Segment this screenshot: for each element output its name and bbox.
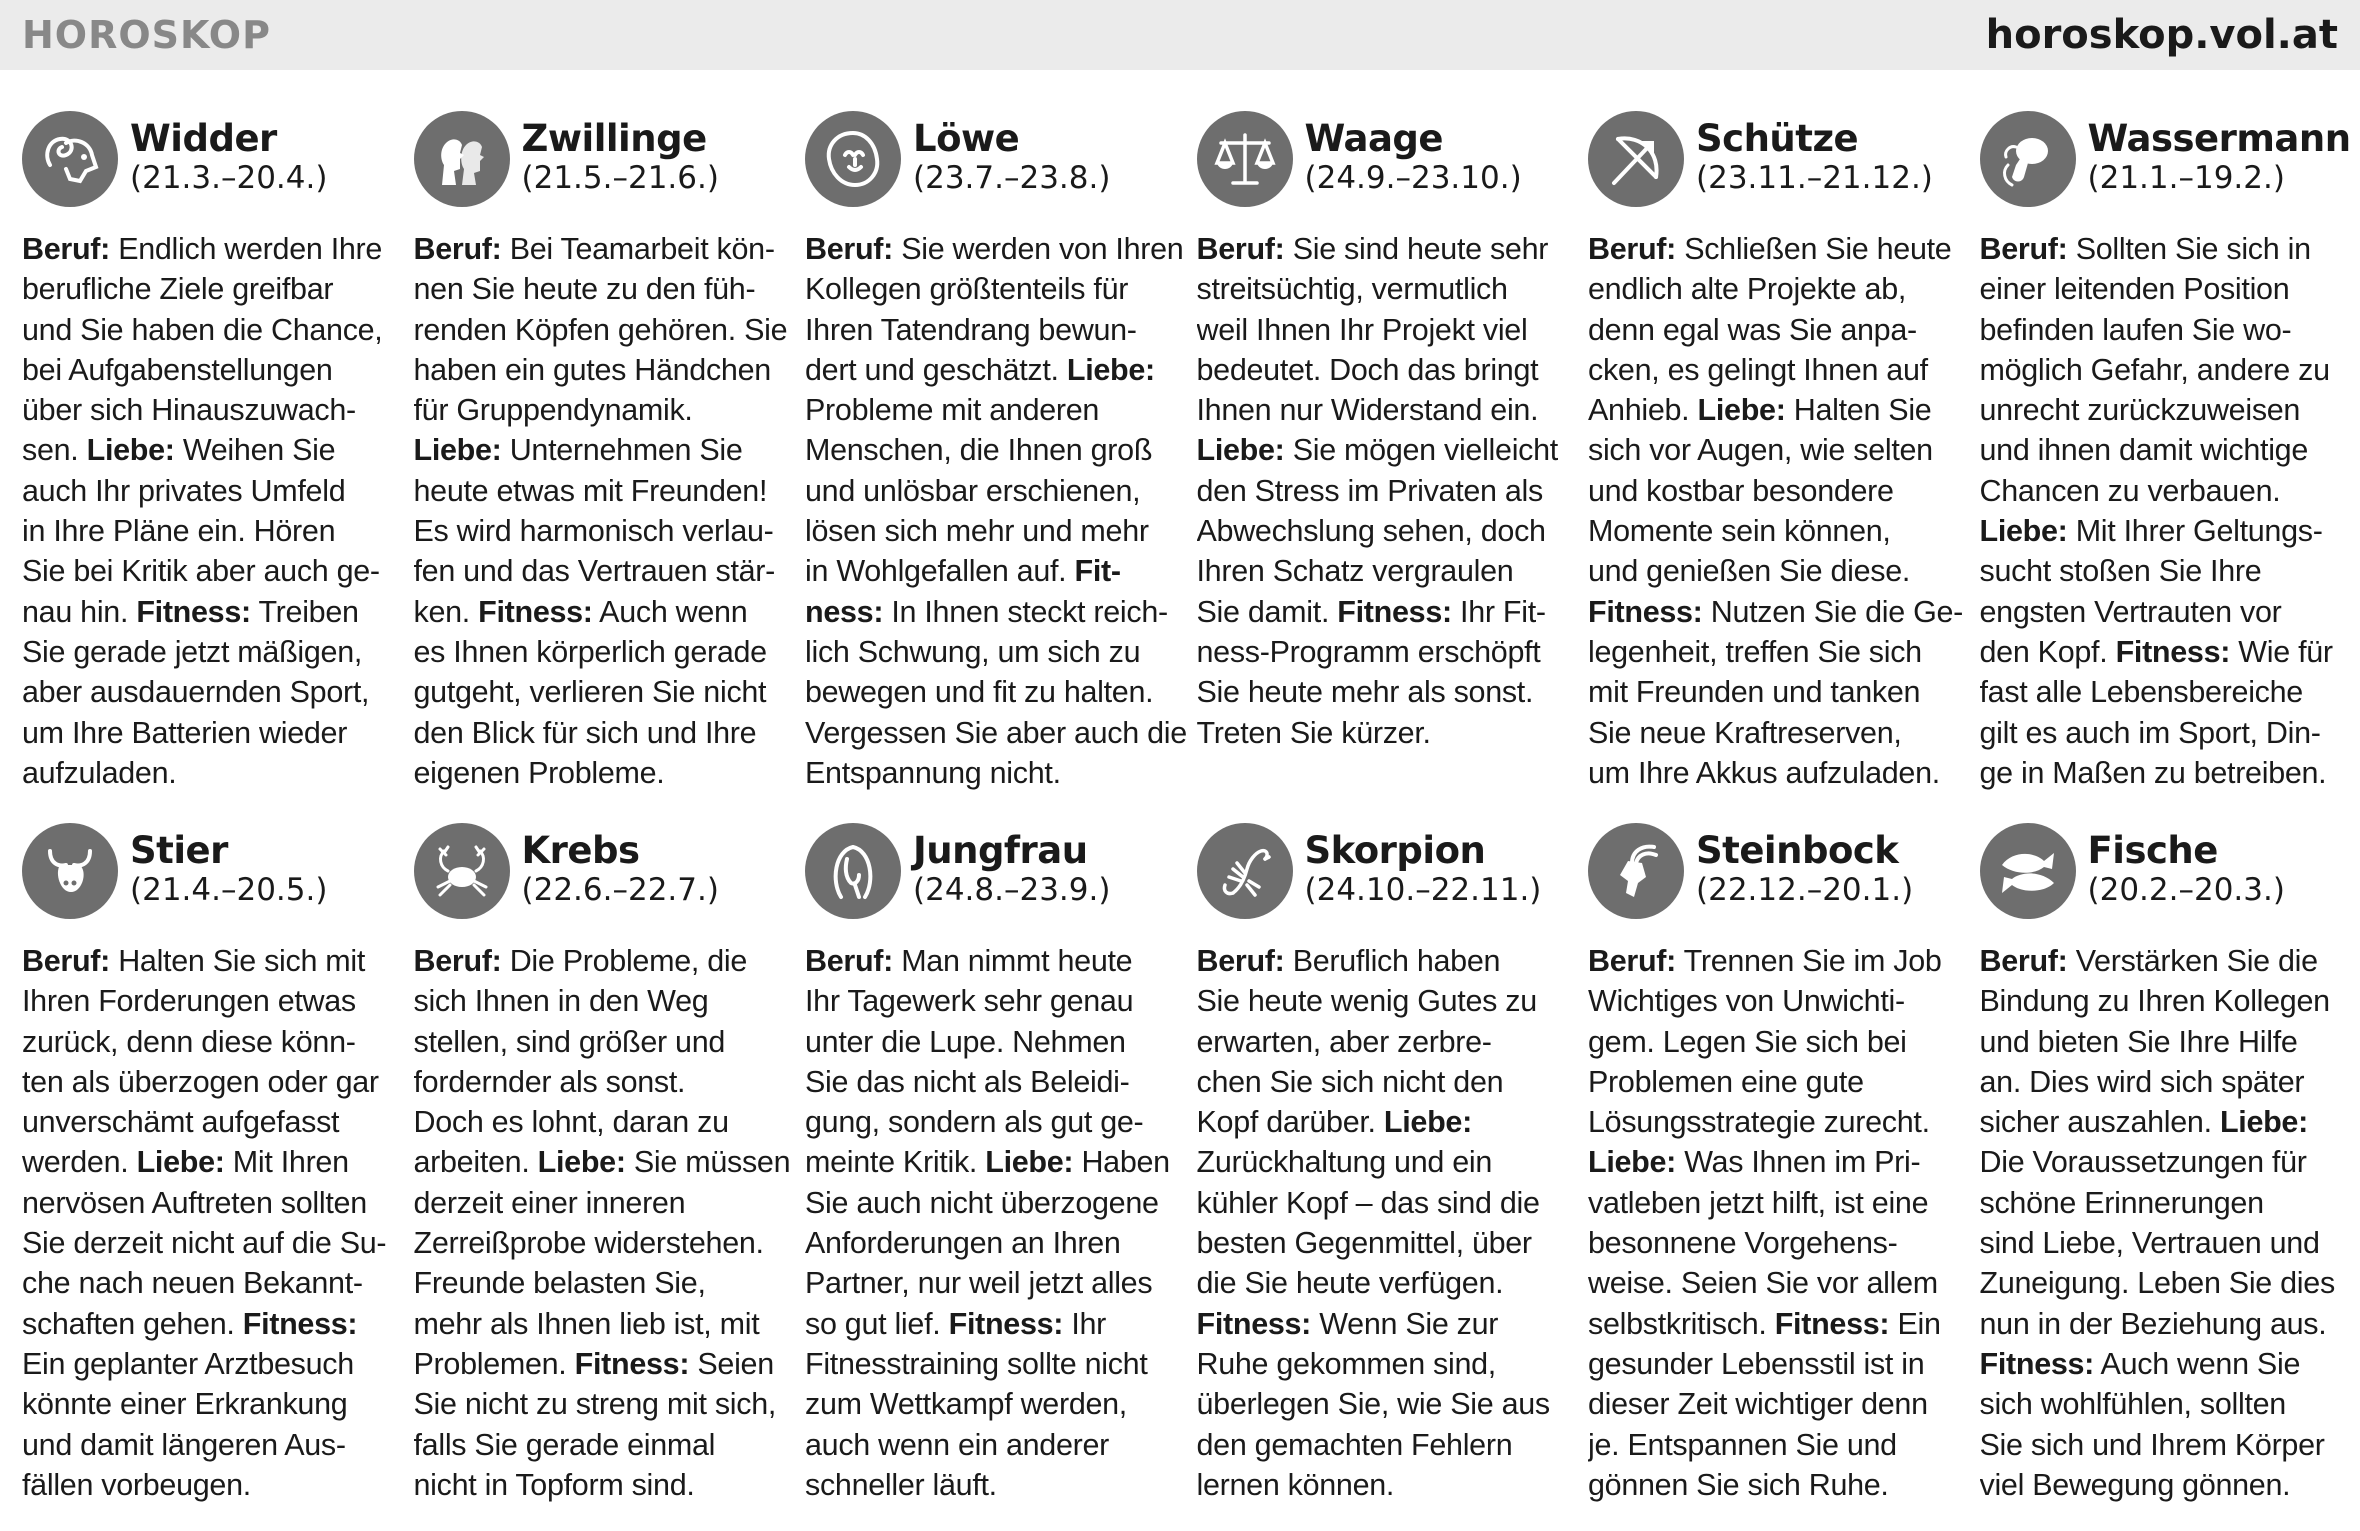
text-line: arbeiten. Liebe: Sie müssen <box>413 1145 791 1180</box>
sign-name: Fische <box>2087 829 2218 872</box>
water-bearer-icon <box>1980 111 2076 207</box>
text-line: über sich Hinauszuwach- <box>22 393 356 428</box>
text-line: Sie damit. Fitness: Ihr Fit- <box>1196 594 1546 629</box>
text-line: den gemachten Fehlern <box>1196 1427 1513 1462</box>
text-line: ten als überzogen oder gar <box>22 1064 379 1099</box>
category-label: Beruf: <box>1196 232 1285 266</box>
category-label: Fitness: <box>478 594 593 629</box>
text-line: Beruf: Die Probleme, die <box>413 944 748 978</box>
text-line: an. Dies wird sich später <box>1979 1064 2305 1099</box>
text-line: ness-Programm erschöpft <box>1196 634 1541 669</box>
text-line: möglich Gefahr, andere zu <box>1979 352 2330 387</box>
text-line: Liebe: Sie mögen vielleicht <box>1196 433 1558 468</box>
text-line: falls Sie gerade einmal <box>413 1427 716 1462</box>
sign-waage <box>1197 105 1589 817</box>
text-line: gesunder Lebensstil ist in <box>1588 1346 1925 1381</box>
text-line: Sie nicht zu streng mit sich, <box>413 1387 777 1422</box>
category-label: Liebe: <box>1697 393 1786 428</box>
text-line: Anhieb. Liebe: Halten Sie <box>1588 393 1932 428</box>
category-label: Beruf: <box>1979 232 2068 266</box>
text-line: Anforderungen an Ihren <box>805 1226 1121 1261</box>
text-line: Abwechslung sehen, doch <box>1196 514 1546 549</box>
sign-name: Stier <box>130 829 228 872</box>
category-label: Beruf: <box>22 944 111 978</box>
fish-icon <box>1980 823 2076 919</box>
text-line: legenheit, treffen Sie sich <box>1588 634 1922 669</box>
text-line: nun in der Beziehung aus. <box>1979 1306 2327 1341</box>
text-line: in Ihre Pläne ein. Hören <box>22 514 336 549</box>
text-line: bedeutet. Doch das bringt <box>1196 352 1539 387</box>
text-line: Sie heute wenig Gutes zu <box>1196 984 1537 1019</box>
text-line: renden Köpfen gehören. Sie <box>413 312 788 347</box>
text-line: Bindung zu Ihren Kollegen <box>1979 984 2330 1019</box>
text-line: weise. Seien Sie vor allem <box>1588 1266 1938 1301</box>
horoscope-grid <box>22 105 2351 1515</box>
text-line: besten Gegenmittel, über <box>1196 1226 1532 1261</box>
text-line: einer leitenden Position <box>1979 272 2290 307</box>
text-line: es Ihnen körperlich gerade <box>413 634 767 669</box>
text-line: Liebe: Unternehmen Sie <box>413 433 743 468</box>
text-line: Sie auch nicht überzogene <box>805 1185 1159 1220</box>
text-line: Lösungsstrategie zurecht. <box>1588 1105 1930 1140</box>
text-line: Ihr Tagewerk sehr genau <box>805 984 1134 1019</box>
sign-dates: (22.6.–22.7.) <box>521 872 719 908</box>
text-line: aber ausdauernden Sport, <box>22 675 370 710</box>
text-line: Fitness: Nutzen Sie die Ge- <box>1588 594 1964 629</box>
ram-icon <box>22 111 118 207</box>
text-line: für Gruppendynamik. <box>413 393 693 428</box>
sign-dates: (22.12.–20.1.) <box>1696 872 1914 908</box>
text-line: che nach neuen Bekannt- <box>22 1266 363 1301</box>
text-line: schneller läuft. <box>805 1467 997 1502</box>
text-line: so gut lief. Fitness: Ihr <box>805 1306 1107 1341</box>
sign-name: Widder <box>130 117 277 160</box>
text-line: schöne Erinnerungen <box>1979 1185 2264 1220</box>
crab-icon <box>414 823 510 919</box>
text-line: dert und geschätzt. Liebe: <box>805 352 1155 387</box>
text-line: sen. Liebe: Weihen Sie <box>22 433 336 468</box>
text-line: nervösen Auftreten sollten <box>22 1185 367 1220</box>
category-label: Fitness: <box>948 1306 1064 1341</box>
sign-name: Skorpion <box>1304 829 1486 872</box>
text-line: Momente sein können, <box>1588 514 1891 549</box>
category-label: Beruf: <box>805 232 894 266</box>
text-line: Sie derzeit nicht auf die Su- <box>22 1226 387 1261</box>
category-label: Fitness: <box>136 594 251 629</box>
twins-icon <box>414 111 510 207</box>
text-line: Ein geplanter Arztbesuch <box>22 1346 354 1381</box>
text-line: gönnen Sie sich Ruhe. <box>1588 1467 1889 1502</box>
sign-dates: (24.9.–23.10.) <box>1304 160 1522 196</box>
lion-icon <box>805 111 901 207</box>
text-line: lösen sich mehr und mehr <box>805 514 1149 549</box>
sign-name: Jungfrau <box>913 829 1088 872</box>
text-line: Ihnen nur Widerstand ein. <box>1196 393 1539 428</box>
text-line: besonnene Vorgehens- <box>1588 1226 1898 1261</box>
text-line: ken. Fitness: Auch wenn <box>413 594 748 629</box>
sign-skorpion <box>1197 817 1589 1515</box>
text-line: Beruf: Sollten Sie sich in <box>1979 232 2311 266</box>
virgin-icon <box>805 823 901 919</box>
sign-text <box>1588 229 1970 793</box>
sign-jungfrau <box>805 817 1197 1515</box>
category-label: Beruf: <box>1588 232 1677 266</box>
text-line: cken, es gelingt Ihnen auf <box>1588 352 1928 387</box>
text-line: Zurückhaltung und ein <box>1196 1145 1493 1180</box>
text-line: Beruf: Bei Teamarbeit kön- <box>413 232 775 266</box>
category-label: Beruf: <box>22 232 111 266</box>
text-line: Partner, nur weil jetzt alles <box>805 1266 1153 1301</box>
category-label: Liebe: <box>136 1145 225 1180</box>
text-line: lernen können. <box>1196 1467 1395 1502</box>
text-line: Die Voraussetzungen für <box>1979 1145 2307 1180</box>
sign-steinbock <box>1588 817 1980 1515</box>
category-label: Beruf: <box>413 944 502 978</box>
text-line: schaften gehen. Fitness: <box>22 1306 358 1341</box>
text-line: meinte Kritik. Liebe: Haben <box>805 1145 1170 1180</box>
sign-dates: (21.5.–21.6.) <box>521 160 719 196</box>
text-line: lich Schwung, um sich zu <box>805 634 1141 669</box>
text-line: Entspannung nicht. <box>805 755 1061 790</box>
text-line: denn egal was Sie anpa- <box>1588 312 1917 347</box>
text-line: den Blick für sich und Ihre <box>413 715 757 750</box>
text-line: erwarten, aber zerbre- <box>1196 1024 1492 1059</box>
text-line: nau hin. Fitness: Treiben <box>22 594 359 629</box>
text-line: ge in Maßen zu betreiben. <box>1979 755 2327 790</box>
text-line: unverschämt aufgefasst <box>22 1105 340 1140</box>
text-line: bei Aufgabenstellungen <box>22 352 333 387</box>
text-line: Freunde belasten Sie, <box>413 1266 706 1301</box>
text-line: bewegen und fit zu halten. <box>805 675 1154 710</box>
sign-name: Steinbock <box>1696 829 1899 872</box>
text-line: Sie neue Kraftreserven, <box>1588 715 1902 750</box>
category-label: Liebe: <box>2219 1105 2308 1140</box>
text-line: um Ihre Akkus aufzuladen. <box>1588 755 1940 790</box>
category-label: Beruf: <box>1979 944 2068 978</box>
text-line: und damit längeren Aus- <box>22 1427 346 1462</box>
category-label: Liebe: <box>1196 433 1285 468</box>
sign-dates: (21.4.–20.5.) <box>130 872 328 908</box>
text-line: Liebe: Was Ihnen im Pri- <box>1588 1145 1921 1180</box>
text-line: dieser Zeit wichtiger denn <box>1588 1387 1928 1422</box>
sign-text <box>1588 941 1970 1505</box>
text-line: vatleben jetzt hilft, ist eine <box>1588 1185 1929 1220</box>
bull-icon <box>22 823 118 919</box>
category-label: ness: <box>805 594 884 629</box>
sign-text <box>414 941 796 1505</box>
text-line: fen und das Vertrauen stär- <box>413 554 776 589</box>
category-label: Liebe: <box>1383 1105 1472 1140</box>
text-line: Liebe: Mit Ihrer Geltungs- <box>1979 514 2323 549</box>
category-label: Beruf: <box>413 232 502 266</box>
sign-text <box>1197 229 1579 753</box>
text-line: Fitness: Wenn Sie zur <box>1196 1306 1499 1341</box>
text-line: sich wohlfühlen, sollten <box>1979 1387 2286 1422</box>
text-line: Probleme mit anderen <box>805 393 1100 428</box>
text-line: und genießen Sie diese. <box>1588 554 1911 589</box>
text-line: selbstkritisch. Fitness: Ein <box>1588 1306 1941 1341</box>
category-label: Fitness: <box>1774 1306 1890 1341</box>
sign-dates: (21.1.–19.2.) <box>2087 160 2285 196</box>
sign-text <box>1197 941 1579 1505</box>
text-line: Es wird harmonisch verlau- <box>413 514 774 549</box>
text-line: sich Ihnen in den Weg <box>413 984 709 1019</box>
text-line: und Sie haben die Chance, <box>22 312 383 347</box>
text-line: Wichtiges von Unwichti- <box>1588 984 1905 1019</box>
ibex-icon <box>1588 823 1684 919</box>
sign-text <box>22 941 404 1505</box>
sign-text <box>805 229 1187 793</box>
text-line: Beruf: Sie sind heute sehr <box>1196 232 1549 266</box>
text-line: und bieten Sie Ihre Hilfe <box>1979 1024 2298 1059</box>
category-label: Liebe: <box>1588 1145 1677 1180</box>
text-line: endlich alte Projekte ab, <box>1588 272 1907 307</box>
text-line: nicht in Topform sind. <box>413 1467 695 1502</box>
text-line: Ruhe gekommen sind, <box>1196 1346 1496 1381</box>
category-label: Fitness: <box>1196 1306 1312 1341</box>
sign-name: Waage <box>1304 117 1444 160</box>
text-line: und ihnen damit wichtige <box>1979 433 2309 468</box>
sign-dates: (21.3.–20.4.) <box>130 160 328 196</box>
text-line: derzeit einer inneren <box>413 1185 686 1220</box>
sign-name: Schütze <box>1696 117 1859 160</box>
text-line: heute etwas mit Freunden! <box>413 473 768 508</box>
category-label: Liebe: <box>1066 352 1155 387</box>
sign-widder <box>22 105 414 817</box>
text-line: Problemen eine gute <box>1588 1064 1864 1099</box>
text-line: Zerreißprobe widerstehen. <box>413 1226 764 1261</box>
sign-text <box>1980 229 2360 793</box>
sign-dates: (23.7.–23.8.) <box>913 160 1111 196</box>
text-line: stellen, sind größer und <box>413 1024 726 1059</box>
category-label: Fitness: <box>242 1306 358 1341</box>
sign-text <box>414 229 796 793</box>
text-line: Doch es lohnt, daran zu <box>413 1105 729 1140</box>
text-line: könnte einer Erkrankung <box>22 1387 348 1422</box>
category-label: Fit- <box>1074 554 1121 589</box>
text-line: Chancen zu verbauen. <box>1979 473 2281 508</box>
text-line: nen Sie heute zu den füh- <box>413 272 756 307</box>
text-line: und unlösbar erschienen, <box>805 473 1141 508</box>
text-line: auch Ihr privates Umfeld <box>22 473 346 508</box>
text-line: Ihren Schatz vergraulen <box>1196 554 1514 589</box>
scorpion-icon <box>1197 823 1293 919</box>
category-label: Liebe: <box>1979 514 2068 549</box>
text-line: Beruf: Man nimmt heute <box>805 944 1133 978</box>
text-line: Ihren Tatendrang bewun- <box>805 312 1137 347</box>
sign-name: Krebs <box>521 829 640 872</box>
sign-schuetze <box>1588 105 1980 817</box>
category-label: Liebe: <box>86 433 175 468</box>
sign-name: Löwe <box>913 117 1020 160</box>
category-label: Fitness: <box>1337 594 1452 629</box>
text-line: gung, sondern als gut ge- <box>805 1105 1144 1140</box>
text-line: Beruf: Endlich werden Ihre <box>22 232 383 266</box>
sign-dates: (24.8.–23.9.) <box>913 872 1111 908</box>
text-line: Zuneigung. Leben Sie dies <box>1979 1266 2335 1301</box>
website-link[interactable]: horoskop.vol.at <box>1985 12 2338 58</box>
text-line: sicher auszahlen. Liebe: <box>1979 1105 2308 1140</box>
sign-name: Zwillinge <box>521 117 707 160</box>
text-line: Sie gerade jetzt mäßigen, <box>22 634 363 669</box>
text-line: Vergessen Sie aber auch die <box>805 715 1187 750</box>
text-line: Menschen, die Ihnen groß <box>805 433 1153 468</box>
text-line: streitsüchtig, vermutlich <box>1196 272 1508 307</box>
category-label: Beruf: <box>805 944 894 978</box>
text-line: Beruf: Sie werden von Ihren <box>805 232 1184 266</box>
text-line: gilt es auch im Sport, Din- <box>1979 715 2321 750</box>
sign-loewe <box>805 105 1197 817</box>
text-line: Beruf: Schließen Sie heute <box>1588 232 1952 266</box>
sign-fische <box>1980 817 2360 1515</box>
text-line: den Kopf. Fitness: Wie für <box>1979 634 2333 669</box>
text-line: haben ein gutes Händchen <box>413 352 771 387</box>
text-line: mit Freunden und tanken <box>1588 675 1921 710</box>
category-label: Fitness: <box>574 1346 690 1381</box>
text-line: chen Sie sich nicht den <box>1196 1064 1504 1099</box>
text-line: sich vor Augen, wie selten <box>1588 433 1933 468</box>
text-line: Beruf: Trennen Sie im Job <box>1588 944 1942 978</box>
sign-zwillinge <box>414 105 806 817</box>
text-line: ness: In Ihnen steckt reich- <box>805 594 1168 629</box>
text-line: überlegen Sie, wie Sie aus <box>1196 1387 1550 1422</box>
text-line: Fitnesstraining sollte nicht <box>805 1346 1148 1381</box>
category-label: Beruf: <box>1588 944 1677 978</box>
text-line: zurück, denn diese könn- <box>22 1024 356 1059</box>
sign-stier <box>22 817 414 1515</box>
text-line: engsten Vertrauten vor <box>1979 594 2282 629</box>
text-line: Beruf: Beruflich haben <box>1196 944 1501 978</box>
text-line: Beruf: Verstärken Sie die <box>1979 944 2318 978</box>
archer-icon <box>1588 111 1684 207</box>
text-line: Kopf darüber. Liebe: <box>1196 1105 1472 1140</box>
text-line: Sie das nicht als Beleidi- <box>805 1064 1130 1099</box>
header-bar <box>0 0 2360 70</box>
sign-text <box>22 229 404 793</box>
section-title: HOROSKOP <box>22 13 271 57</box>
text-line: fällen vorbeugen. <box>22 1467 251 1502</box>
text-line: Sie sich und Ihrem Körper <box>1979 1427 2325 1462</box>
text-line: eigenen Probleme. <box>413 755 665 790</box>
text-line: berufliche Ziele greifbar <box>22 272 334 307</box>
category-label: Beruf: <box>1196 944 1285 978</box>
text-line: Ihren Forderungen etwas <box>22 984 356 1019</box>
scales-icon <box>1197 111 1293 207</box>
text-line: den Stress im Privaten als <box>1196 473 1543 508</box>
text-line: sucht stoßen Sie Ihre <box>1979 554 2262 589</box>
text-line: werden. Liebe: Mit Ihren <box>22 1145 349 1180</box>
text-line: zum Wettkampf werden, <box>805 1387 1127 1422</box>
text-line: auch wenn ein anderer <box>805 1427 1110 1462</box>
sign-text <box>1980 941 2360 1505</box>
category-label: Liebe: <box>985 1145 1074 1180</box>
sign-dates: (24.10.–22.11.) <box>1304 872 1542 908</box>
text-line: Fitness: Auch wenn Sie <box>1979 1346 2301 1381</box>
text-line: Problemen. Fitness: Seien <box>413 1346 774 1381</box>
text-line: fordernder als sonst. <box>413 1064 686 1099</box>
text-line: fast alle Lebensbereiche <box>1979 675 2303 710</box>
text-line: gutgeht, verlieren Sie nicht <box>413 675 767 710</box>
text-line: unter die Lupe. Nehmen <box>805 1024 1126 1059</box>
text-line: Treten Sie kürzer. <box>1196 715 1431 750</box>
sign-wassermann <box>1980 105 2360 817</box>
text-line: die Sie heute verfügen. <box>1196 1266 1504 1301</box>
text-line: Beruf: Halten Sie sich mit <box>22 944 366 978</box>
category-label: Liebe: <box>413 433 502 468</box>
text-line: kühler Kopf – das sind die <box>1196 1185 1540 1220</box>
text-line: Sie bei Kritik aber auch ge- <box>22 554 380 589</box>
sign-dates: (20.2.–20.3.) <box>2087 872 2285 908</box>
sign-text <box>805 941 1187 1505</box>
text-line: weil Ihnen Ihr Projekt viel <box>1196 312 1528 347</box>
text-line: sind Liebe, Vertrauen und <box>1979 1226 2320 1261</box>
text-line: um Ihre Batterien wieder <box>22 715 348 750</box>
text-line: befinden laufen Sie wo- <box>1979 312 2292 347</box>
text-line: aufzuladen. <box>22 755 177 790</box>
text-line: viel Bewegung gönnen. <box>1979 1467 2291 1502</box>
text-line: Kollegen größtenteils für <box>805 272 1129 307</box>
category-label: Fitness: <box>1588 594 1703 629</box>
category-label: Fitness: <box>2115 634 2231 669</box>
text-line: unrecht zurückzuweisen <box>1979 393 2301 428</box>
sign-dates: (23.11.–21.12.) <box>1696 160 1933 196</box>
text-line: und kostbar besondere <box>1588 473 1894 508</box>
text-line: mehr als Ihnen lieb ist, mit <box>413 1306 760 1341</box>
text-line: Sie heute mehr als sonst. <box>1196 675 1534 710</box>
text-line: in Wohlgefallen auf. Fit- <box>805 554 1121 589</box>
sign-krebs <box>414 817 806 1515</box>
text-line: je. Entspannen Sie und <box>1588 1427 1897 1462</box>
sign-name: Wassermann <box>2087 117 2351 160</box>
category-label: Liebe: <box>537 1145 626 1180</box>
text-line: gem. Legen Sie sich bei <box>1588 1024 1907 1059</box>
category-label: Fitness: <box>1979 1346 2095 1381</box>
